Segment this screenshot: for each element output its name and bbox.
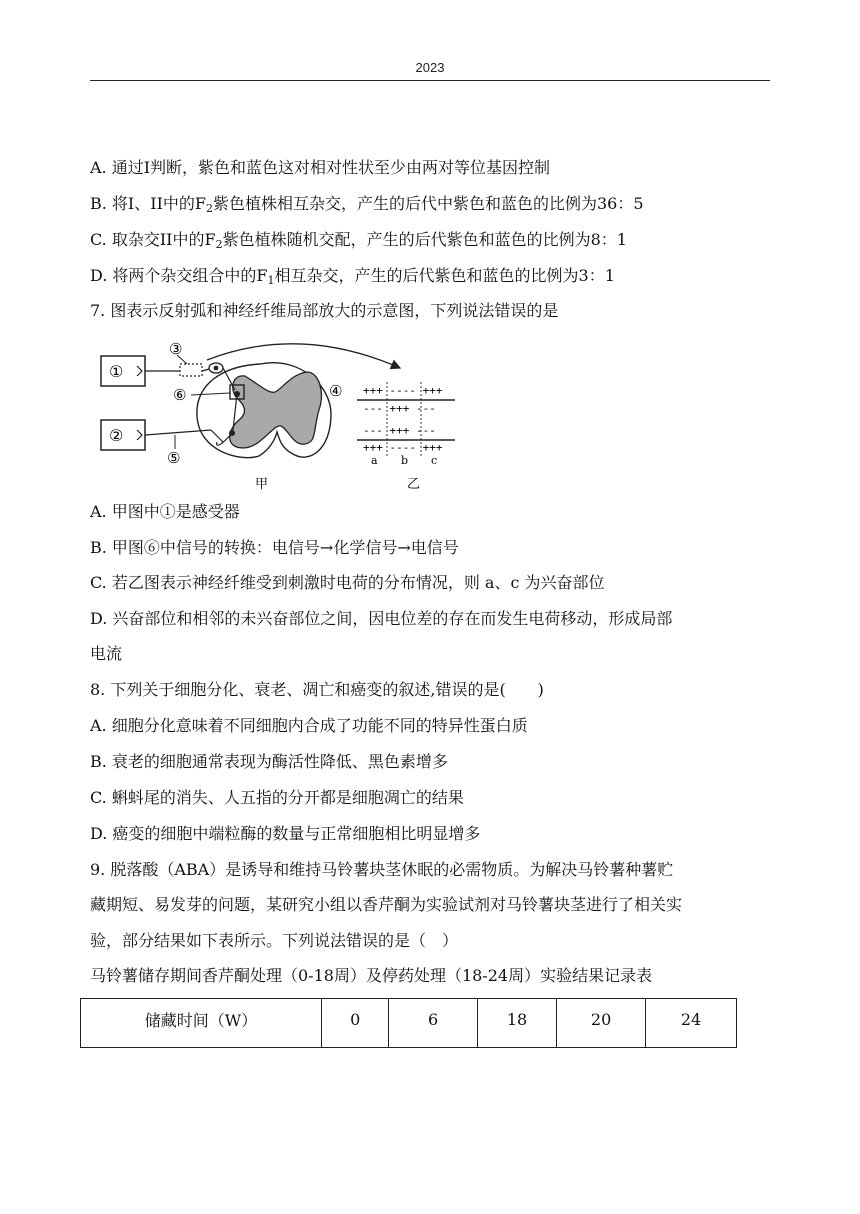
table-cell: 24 (646, 999, 737, 1048)
charge-row-1: +++ ---- +++ (363, 384, 443, 397)
nerve-segment-box (180, 364, 202, 376)
label-4: ④ (329, 382, 343, 400)
q6-option-c-post: 紫色植株随机交配，产生的后代紫色和蓝色的比例为8：1 (222, 230, 627, 249)
segment-c: c (431, 454, 438, 467)
q6-option-c-sub: 2 (215, 238, 223, 251)
q7-stem: 7. 图表示反射弧和神经纤维局部放大的示意图，下列说法错误的是 (90, 301, 559, 320)
q6-option-b (90, 192, 644, 216)
q6-option-a: A. 通过I判断，紫色和蓝色这对相对性状至少由两对等位基因控制 (90, 158, 551, 177)
q8-option-c: C. 蝌蚪尾的消失、人五指的分开都是细胞凋亡的结果 (90, 788, 464, 807)
q7-option-b: B. 甲图⑥中信号的转换：电信号→化学信号→电信号 (90, 538, 459, 557)
q6-option-d (90, 264, 615, 288)
q9-stem-line2: 藏期短、易发芽的问题，某研究小组以香芹酮为实验试剂对马铃薯块茎进行了相关实 (90, 895, 683, 914)
q7-option-c: C. 若乙图表示神经纤维受到刺激时电荷的分布情况，则 a、c 为兴奋部位 (90, 573, 605, 592)
q7-option-d-line1: D. 兴奋部位和相邻的未兴奋部位之间，因电位差的存在而发生电荷移动，形成局部 (90, 609, 673, 628)
table-row (81, 999, 737, 1048)
q9-stem-line1: 9. 脱落酸（ABA）是诱导和维持马铃薯块茎休眠的必需物质。为解决马铃薯种薯贮 (90, 860, 674, 879)
q9-stem-line3: 验，部分结果如下表所示。下列说法错误的是（ ） (90, 931, 459, 950)
table-cell: 6 (389, 999, 478, 1048)
q8-option-a: A. 细胞分化意味着不同细胞内合成了功能不同的特异性蛋白质 (90, 716, 528, 735)
label-5: ⑤ (167, 449, 181, 467)
caption-jia: 甲 (255, 477, 269, 492)
q6-option-d-pre: D. 将两个杂交组合中的F (90, 266, 268, 285)
header-rule (90, 80, 770, 81)
charge-row-2: --- +++ --- (363, 402, 436, 415)
table-header-cell: 储藏时间（W） (81, 999, 322, 1048)
charge-row-4: +++ ---- +++ (363, 441, 443, 454)
page-header-year: 2023 (415, 60, 445, 75)
label-2: ② (109, 426, 124, 445)
q7-option-d-line2: 电流 (90, 644, 123, 663)
q8-option-b: B. 衰老的细胞通常表现为酶活性降低、黑色素增多 (90, 752, 448, 771)
table-cell: 20 (557, 999, 646, 1048)
q8-option-d: D. 癌变的细胞中端粒酶的数量与正常细胞相比明显增多 (90, 824, 481, 843)
reflex-arc-figure (95, 338, 475, 494)
q6-option-c (90, 228, 627, 252)
caption-yi: 乙 (407, 477, 421, 492)
table-cell: 0 (322, 999, 389, 1048)
segment-a: a (371, 454, 378, 467)
table-cell: 18 (477, 999, 556, 1048)
q6-option-c-pre: C. 取杂交II中的F (90, 230, 216, 249)
q6-option-d-sub: 1 (267, 274, 275, 287)
segment-b: b (401, 454, 409, 467)
q6-option-b-pre: B. 将I、II中的F (90, 194, 206, 213)
charge-row-3: --- +++ --- (363, 424, 436, 437)
q6-option-b-sub: 2 (206, 202, 213, 215)
magnify-arrow (207, 344, 400, 368)
q8-stem: 8. 下列关于细胞分化、衰老、凋亡和癌变的叙述,错误的是( ) (90, 680, 544, 699)
storage-time-table (80, 998, 737, 1048)
label-1: ① (109, 362, 124, 381)
label-3: ③ (169, 340, 183, 358)
q7-option-a: A. 甲图中①是感受器 (90, 502, 240, 521)
q9-table-title: 马铃薯储存期间香芹酮处理（0-18周）及停药处理（18-24周）实验结果记录表 (90, 966, 653, 985)
q6-option-d-post: 相互杂交，产生的后代紫色和蓝色的比例为3：1 (274, 266, 615, 285)
q6-option-b-post: 紫色植株相互杂交，产生的后代中紫色和蓝色的比例为36：5 (213, 194, 644, 213)
label-6: ⑥ (173, 386, 187, 404)
